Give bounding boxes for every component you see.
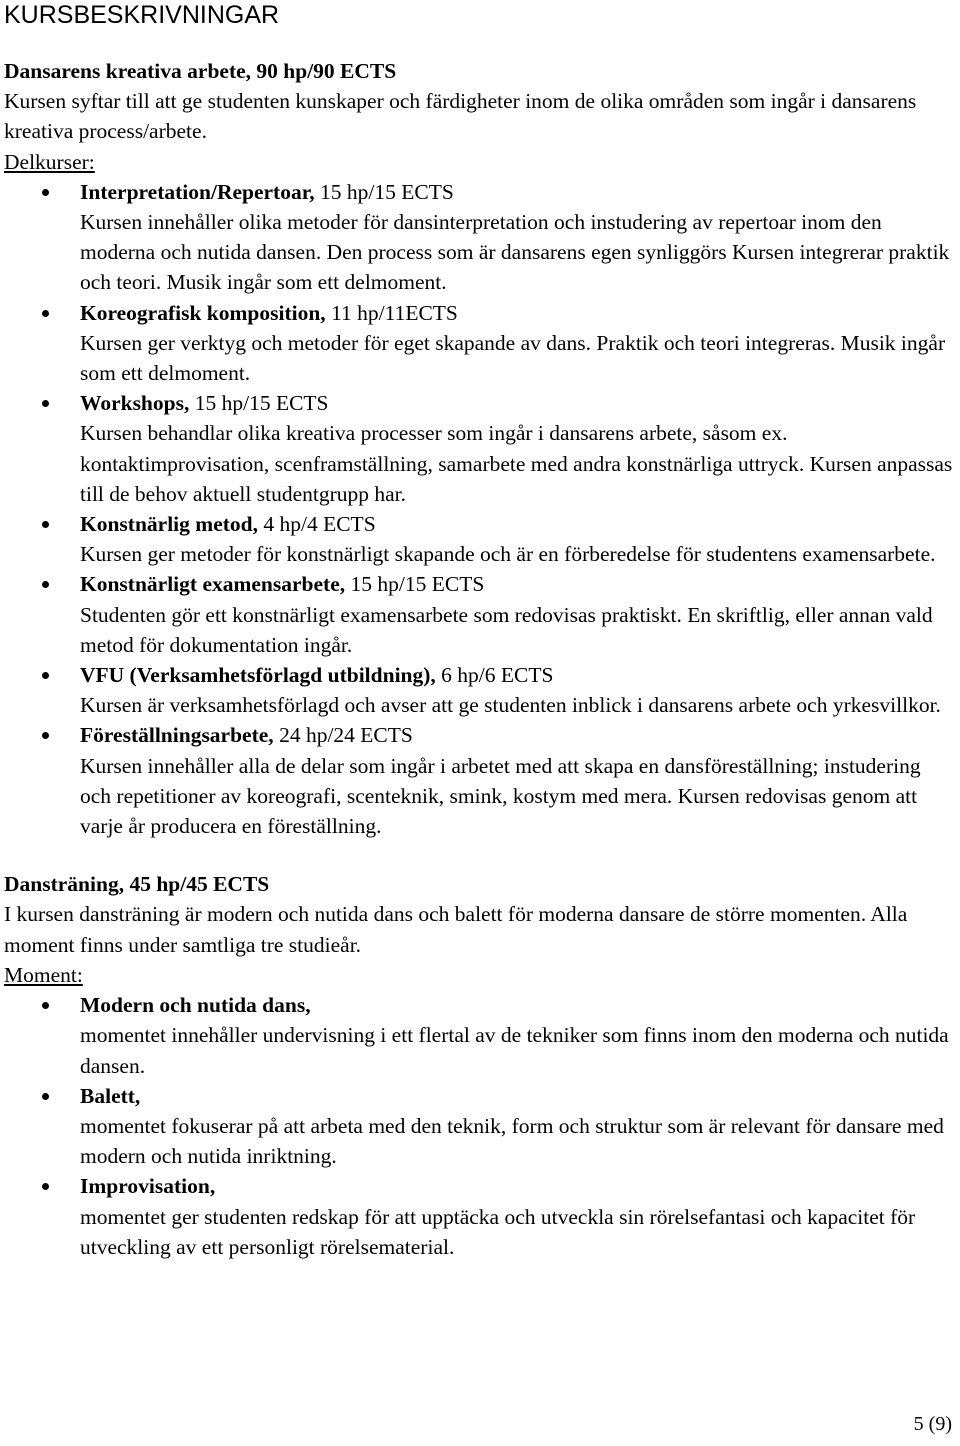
item-description: Kursen behandlar olika kreativa processer som ingår i dansarens arbete, såsom ex. kontaktimprovisation, scenframställning, samarbete med andra konstnärliga uttryck. Kursen anpassas till de behov aktuell studentgrupp har. (80, 421, 953, 506)
item-description: momentet fokuserar på att arbeta med den teknik, form och struktur som är relevant för dansare med modern och nutida inriktning. (80, 1113, 944, 1169)
item-description: momentet ger studenten redskap för att upptäcka och utveckla sin rörelsefantasi och kapacitet för utveckling av ett personligt rörelsematerial. (80, 1204, 916, 1259)
item-credits: 11 hp/11ECTS (325, 300, 458, 325)
section-heading: Dansarens kreativa arbete, 90 hp/90 ECTS (4, 59, 397, 83)
list-item (4, 388, 954, 509)
document-page (4, 0, 954, 1262)
list-item (4, 177, 954, 298)
item-description: Kursen innehåller olika metoder för dansinterpretation och instudering av repertoar inom den moderna och nutida dansen. Den process som är dansarens egen synliggörs Kursen integrerar praktik och teori. Musik ingår som ett delmoment. (80, 210, 950, 295)
item-credits: 24 hp/24 ECTS (273, 723, 413, 748)
item-name: Interpretation/Repertoar, (80, 179, 315, 204)
section-intro: I kursen dansträning är modern och nutida dans och balett för moderna dansare de större momenten. Alla moment finns under samtliga tre studieår. (4, 902, 908, 957)
moment-list (4, 990, 954, 1262)
section-kreativa-arbete (4, 56, 954, 841)
page-title: KURSBESKRIVNINGAR (4, 1, 280, 29)
item-name: Balett, (80, 1083, 141, 1108)
item-name: Workshops, (80, 391, 190, 416)
item-name: VFU (Verksamhetsförlagd utbildning), (80, 663, 436, 688)
list-item (4, 990, 954, 1081)
section-intro: Kursen syftar till att ge studenten kunskaper och färdigheter inom de olika områden som ingår i dansarens kreativa process/arbete. (4, 89, 917, 144)
subcourses-label: Delkurser: (4, 149, 95, 174)
moments-label: Moment: (4, 962, 83, 987)
item-name: Koreografisk komposition, (80, 300, 326, 325)
bullet-icon (42, 581, 49, 588)
list-item (4, 1171, 954, 1262)
bullet-icon (42, 672, 49, 679)
item-name: Föreställningsarbete, (80, 723, 274, 748)
item-credits: 15 hp/15 ECTS (314, 179, 454, 204)
item-name: Improvisation, (80, 1174, 216, 1199)
item-description: Studenten gör ett konstnärligt examensarbete som redovisas praktiskt. En skriftlig, eller annan vald metod för dokumentation ingår. (80, 602, 933, 657)
list-item (4, 720, 954, 841)
bullet-icon (42, 1093, 49, 1100)
bullet-icon (42, 1183, 49, 1190)
section-danstraning (4, 869, 954, 1262)
list-item (4, 660, 954, 720)
item-name: Konstnärligt examensarbete, (80, 572, 346, 597)
item-description: Kursen ger verktyg och metoder för eget skapande av dans. Praktik och teori integreras. Musik ingår som ett delmoment. (80, 330, 946, 386)
list-item (4, 509, 954, 569)
bullet-icon (42, 400, 49, 407)
item-credits: 4 hp/4 ECTS (257, 512, 376, 537)
list-item (4, 569, 954, 660)
page-number: 5 (9) (913, 1412, 952, 1435)
item-credits: 15 hp/15 ECTS (345, 572, 485, 597)
list-item (4, 298, 954, 389)
item-description: momentet innehåller undervisning i ett flertal av de tekniker som finns inom den moderna och nutida dansen. (80, 1023, 949, 1078)
item-credits: 15 hp/15 ECTS (189, 391, 329, 416)
bullet-icon (42, 1002, 49, 1009)
item-credits: 6 hp/6 ECTS (435, 663, 554, 688)
subcourse-list (4, 177, 954, 841)
bullet-icon (42, 310, 49, 317)
bullet-icon (42, 521, 49, 528)
section-heading: Dansträning, 45 hp/45 ECTS (4, 872, 270, 897)
bullet-icon (42, 189, 49, 196)
section-gap (4, 841, 954, 869)
item-description: Kursen är verksamhetsförlagd och avser att ge studenten inblick i dansarens arbete och yrkesvillkor. (80, 693, 941, 718)
item-description: Kursen ger metoder för konstnärligt skapande och är en förberedelse för studentens examensarbete. (80, 542, 936, 567)
bullet-icon (42, 732, 49, 739)
item-name: Modern och nutida dans, (80, 993, 311, 1018)
list-item (4, 1081, 954, 1172)
item-name: Konstnärlig metod, (80, 512, 258, 537)
item-description: Kursen innehåller alla de delar som ingår i arbetet med att skapa en dansföreställning; instudering och repetitioner av koreografi, scenteknik, smink, kostym med mera. Kursen redovisas genom att varje år producera en föreställning. (80, 753, 921, 839)
